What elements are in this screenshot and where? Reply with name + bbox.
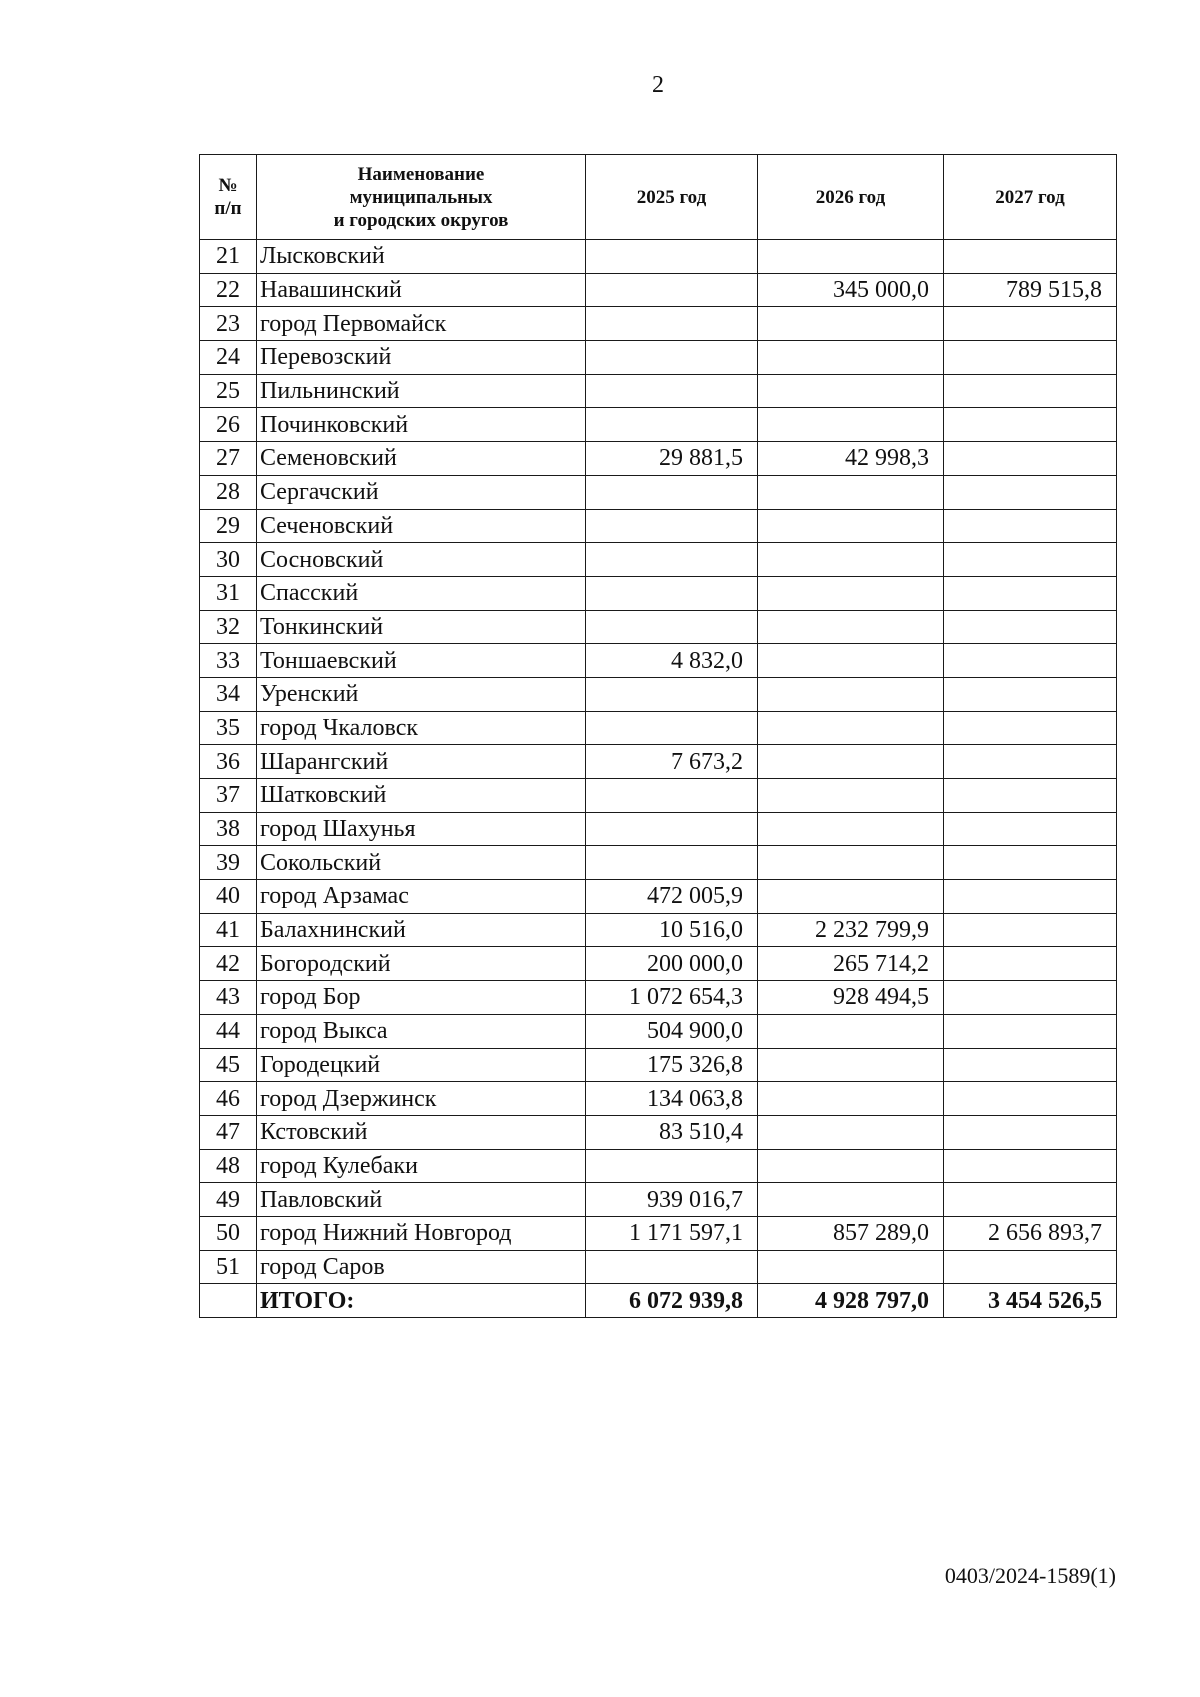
cell-2026 [758,1250,944,1284]
cell-2027 [944,880,1117,914]
cell-number: 25 [200,374,257,408]
cell-2027 [944,509,1117,543]
cell-2027 [944,745,1117,779]
cell-2027: 2 656 893,7 [944,1216,1117,1250]
cell-municipality-name: Шатковский [257,779,586,813]
cell-2025: 83 510,4 [586,1115,758,1149]
cell-number: 23 [200,307,257,341]
cell-2025: 1 171 597,1 [586,1216,758,1250]
cell-municipality-name: город Саров [257,1250,586,1284]
table-row [200,812,1117,846]
cell-2025 [586,576,758,610]
cell-2027 [944,812,1117,846]
cell-2027 [944,711,1117,745]
cell-number: 24 [200,341,257,375]
cell-number: 43 [200,981,257,1015]
cell-2027 [944,341,1117,375]
cell-number: 50 [200,1216,257,1250]
cell-2027 [944,1048,1117,1082]
table-row [200,880,1117,914]
cell-number: 31 [200,576,257,610]
cell-2026 [758,374,944,408]
cell-2025: 175 326,8 [586,1048,758,1082]
cell-number: 30 [200,543,257,577]
cell-municipality-name: город Нижний Новгород [257,1216,586,1250]
cell-2027 [944,1082,1117,1116]
table-row [200,677,1117,711]
table-row [200,240,1117,274]
cell-municipality-name: Павловский [257,1183,586,1217]
table-row [200,1183,1117,1217]
cell-2025 [586,341,758,375]
table-row [200,509,1117,543]
cell-2026 [758,812,944,846]
cell-2026: 2 232 799,9 [758,913,944,947]
cell-number: 41 [200,913,257,947]
header-number: № п/п [200,155,257,240]
cell-municipality-name: Сосновский [257,543,586,577]
cell-municipality-name: Тоншаевский [257,644,586,678]
header-2027: 2027 год [944,155,1117,240]
table-row [200,543,1117,577]
table-row [200,711,1117,745]
cell-2026 [758,846,944,880]
table-row [200,1014,1117,1048]
cell-2025 [586,374,758,408]
allocation-table [199,154,1117,1318]
cell-2026 [758,240,944,274]
cell-2025 [586,1149,758,1183]
cell-municipality-name: Сергачский [257,475,586,509]
table-row [200,442,1117,476]
cell-municipality-name: Балахнинский [257,913,586,947]
cell-2026 [758,509,944,543]
cell-municipality-name: Навашинский [257,273,586,307]
table-row [200,644,1117,678]
table-row [200,408,1117,442]
cell-2027 [944,846,1117,880]
cell-2027 [944,240,1117,274]
cell-2026 [758,1048,944,1082]
cell-2026 [758,880,944,914]
document-code: 0403/2024-1589(1) [944,1563,1116,1588]
table-row [200,913,1117,947]
cell-number: 39 [200,846,257,880]
cell-2025: 7 673,2 [586,745,758,779]
cell-2027 [944,644,1117,678]
cell-2025 [586,711,758,745]
cell-2027 [944,307,1117,341]
cell-2025: 10 516,0 [586,913,758,947]
cell-number [200,1284,257,1318]
cell-number: 22 [200,273,257,307]
cell-2027: 3 454 526,5 [944,1284,1117,1318]
cell-2027 [944,1115,1117,1149]
cell-2025 [586,812,758,846]
cell-municipality-name: город Чкаловск [257,711,586,745]
cell-2025 [586,408,758,442]
cell-2027 [944,947,1117,981]
cell-number: 46 [200,1082,257,1116]
cell-2026 [758,576,944,610]
cell-number: 37 [200,779,257,813]
table-row [200,1082,1117,1116]
cell-2025 [586,610,758,644]
cell-2026: 928 494,5 [758,981,944,1015]
cell-number: 34 [200,677,257,711]
cell-number: 26 [200,408,257,442]
table-row [200,1250,1117,1284]
table-row [200,610,1117,644]
cell-municipality-name: Тонкинский [257,610,586,644]
page-number: 2 [652,72,664,98]
cell-2026: 42 998,3 [758,442,944,476]
cell-2025: 6 072 939,8 [586,1284,758,1318]
cell-2026: 265 714,2 [758,947,944,981]
cell-2026 [758,677,944,711]
cell-number: 40 [200,880,257,914]
cell-2026 [758,1115,944,1149]
cell-2027 [944,610,1117,644]
cell-2027 [944,408,1117,442]
cell-municipality-name: Починковский [257,408,586,442]
cell-2025: 200 000,0 [586,947,758,981]
cell-2025: 504 900,0 [586,1014,758,1048]
cell-2025 [586,509,758,543]
cell-2025 [586,846,758,880]
cell-2026 [758,745,944,779]
table-row [200,475,1117,509]
header-2026: 2026 год [758,155,944,240]
table-row [200,981,1117,1015]
cell-municipality-name: город Шахунья [257,812,586,846]
cell-municipality-name: город Дзержинск [257,1082,586,1116]
table-row [200,947,1117,981]
cell-2027 [944,1183,1117,1217]
cell-2026 [758,341,944,375]
cell-municipality-name: Шарангский [257,745,586,779]
cell-municipality-name: город Первомайск [257,307,586,341]
cell-number: 28 [200,475,257,509]
cell-2026 [758,543,944,577]
cell-2025: 29 881,5 [586,442,758,476]
cell-2026 [758,711,944,745]
cell-number: 33 [200,644,257,678]
table-row [200,576,1117,610]
cell-number: 47 [200,1115,257,1149]
cell-number: 42 [200,947,257,981]
cell-municipality-name: Сеченовский [257,509,586,543]
total-row [200,1284,1117,1318]
cell-number: 35 [200,711,257,745]
cell-2026 [758,1149,944,1183]
cell-2026 [758,1082,944,1116]
cell-municipality-name: город Выкса [257,1014,586,1048]
cell-2025: 939 016,7 [586,1183,758,1217]
header-municipality-name: Наименование муниципальных и городских округов [257,155,586,240]
cell-2026: 857 289,0 [758,1216,944,1250]
table-row [200,1115,1117,1149]
cell-2026 [758,408,944,442]
cell-municipality-name: Перевозский [257,341,586,375]
cell-2025 [586,677,758,711]
cell-2026 [758,307,944,341]
table-body [200,240,1117,1318]
cell-2025: 4 832,0 [586,644,758,678]
cell-number: 29 [200,509,257,543]
cell-municipality-name: Городецкий [257,1048,586,1082]
cell-municipality-name: Лысковский [257,240,586,274]
cell-municipality-name: город Арзамас [257,880,586,914]
table-row [200,273,1117,307]
table-header-row [200,155,1117,240]
cell-number: 44 [200,1014,257,1048]
cell-2025 [586,273,758,307]
cell-2027 [944,1149,1117,1183]
cell-number: 38 [200,812,257,846]
cell-municipality-name: Семеновский [257,442,586,476]
cell-municipality-name: Кстовский [257,1115,586,1149]
cell-2025: 134 063,8 [586,1082,758,1116]
cell-number: 36 [200,745,257,779]
cell-municipality-name: город Бор [257,981,586,1015]
cell-2025 [586,543,758,577]
table-row [200,307,1117,341]
cell-2027 [944,576,1117,610]
cell-2025: 472 005,9 [586,880,758,914]
table-row [200,374,1117,408]
cell-2027 [944,913,1117,947]
cell-2027 [944,779,1117,813]
cell-2027 [944,442,1117,476]
cell-municipality-name: ИТОГО: [257,1284,586,1318]
cell-2026 [758,1183,944,1217]
cell-number: 45 [200,1048,257,1082]
cell-2027 [944,677,1117,711]
cell-municipality-name: Сокольский [257,846,586,880]
cell-number: 21 [200,240,257,274]
cell-number: 49 [200,1183,257,1217]
cell-2027 [944,475,1117,509]
cell-2026: 345 000,0 [758,273,944,307]
cell-2026 [758,475,944,509]
cell-2027 [944,543,1117,577]
cell-2027 [944,374,1117,408]
cell-municipality-name: Пильнинский [257,374,586,408]
cell-2025: 1 072 654,3 [586,981,758,1015]
cell-municipality-name: Богородский [257,947,586,981]
cell-2027 [944,981,1117,1015]
cell-2026 [758,610,944,644]
cell-2027 [944,1250,1117,1284]
cell-2026 [758,1014,944,1048]
table-row [200,846,1117,880]
table-row [200,1149,1117,1183]
cell-2025 [586,307,758,341]
cell-2025 [586,475,758,509]
table-row [200,1048,1117,1082]
cell-2027: 789 515,8 [944,273,1117,307]
cell-municipality-name: Уренский [257,677,586,711]
cell-number: 51 [200,1250,257,1284]
cell-2025 [586,240,758,274]
cell-2026 [758,779,944,813]
cell-2025 [586,1250,758,1284]
cell-2027 [944,1014,1117,1048]
header-2025: 2025 год [586,155,758,240]
cell-number: 48 [200,1149,257,1183]
cell-number: 27 [200,442,257,476]
cell-number: 32 [200,610,257,644]
cell-2025 [586,779,758,813]
cell-municipality-name: Спасский [257,576,586,610]
table-row [200,779,1117,813]
cell-2026 [758,644,944,678]
cell-municipality-name: город Кулебаки [257,1149,586,1183]
table-row [200,745,1117,779]
cell-2026: 4 928 797,0 [758,1284,944,1318]
table-row [200,341,1117,375]
table-row [200,1216,1117,1250]
